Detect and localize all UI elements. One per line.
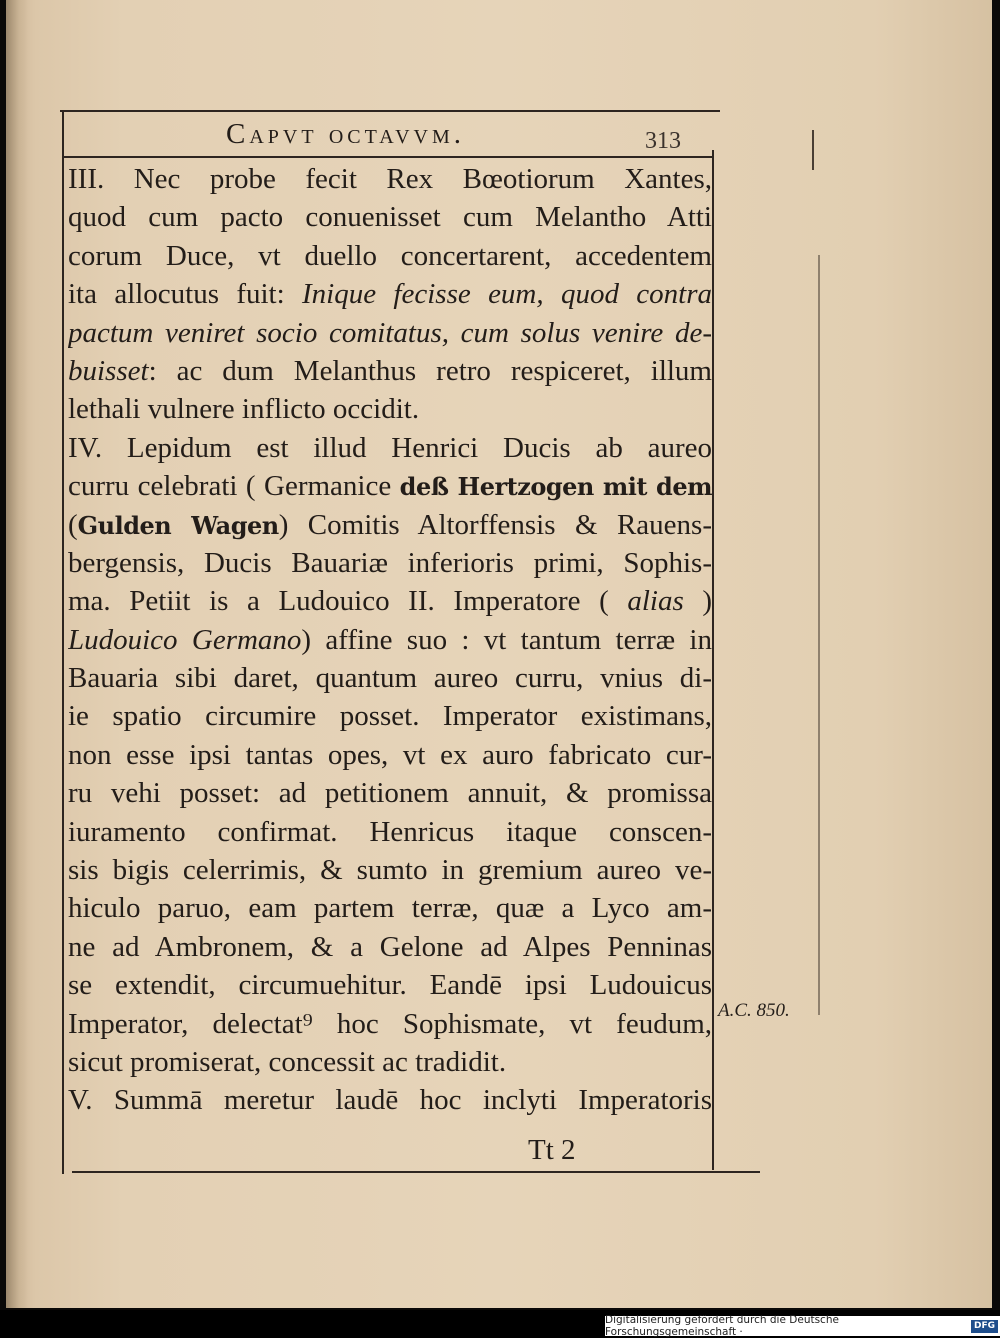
text-span: ) affine suo : vt tantum terræ in xyxy=(301,623,712,656)
text-line: Imperator, delectat⁹ hoc Sophismate, vt feudum, xyxy=(68,1007,712,1040)
text-line: sis bigis celerrimis, & sumto in gremium aureo ve- xyxy=(68,854,712,887)
funding-credit-text: Digitalisierung gefördert durch die Deutsche Forschungsgemeinschaft · xyxy=(605,1314,839,1338)
text-line xyxy=(68,621,712,659)
text-span: ita allocutus fuit: xyxy=(68,278,303,311)
text-line: Bauaria sibi daret, quantum aureo curru, vnius di- xyxy=(68,662,712,695)
text-line xyxy=(68,275,712,313)
dfg-logo: DFG xyxy=(971,1320,998,1333)
text-span: ) Comitis Altorffensis & Rauens- xyxy=(278,508,712,541)
left-frame-rule xyxy=(62,112,64,1174)
margin-rule xyxy=(818,255,820,1015)
footer-rule xyxy=(72,1171,760,1173)
italic-word: alias xyxy=(627,585,684,618)
funding-credit-bar xyxy=(605,1316,1000,1336)
text-line: lethali vulnere inflicto occidit. xyxy=(68,393,420,426)
text-line: pactum veniret socio comitatus, cum solus venire de- xyxy=(68,316,712,349)
page-number: 313 xyxy=(645,128,681,154)
running-head: Capvt octavvm. xyxy=(226,118,466,150)
italic-word: Ludouico Germano xyxy=(68,623,302,656)
text-span: ( xyxy=(68,508,78,541)
text-line xyxy=(68,467,712,505)
text-span: curru celebrati ( Germanice xyxy=(68,470,400,503)
text-span: ma. Petiit is a Ludouico II. Imperatore ( xyxy=(68,585,628,618)
text-line: iuramento confirmat. Henricus itaque conscen- xyxy=(68,815,712,848)
page-gutter-shadow xyxy=(6,0,28,1308)
text-line xyxy=(68,506,712,544)
text-line: sicut promiserat, concessit ac tradidit. xyxy=(68,1045,507,1078)
text-line: ne ad Ambronem, & a Gelone ad Alpes Penninas xyxy=(68,930,712,963)
text-line: III. Nec probe fecit Rex Bœotiorum Xantes, xyxy=(68,163,712,195)
italic-quote: Inique fecisse eum, quod contra xyxy=(302,278,712,311)
text-line: quod cum pacto conuenisset cum Melantho Atti xyxy=(68,201,712,234)
text-span: ) xyxy=(683,585,712,618)
text-line xyxy=(68,352,712,390)
main-text-block xyxy=(68,160,712,1120)
text-line: non esse ipsi tantas opes, vt ex auro fabricato cur- xyxy=(68,738,712,771)
right-frame-rule xyxy=(712,150,714,1170)
header-rule xyxy=(60,110,720,112)
text-line: IV. Lepidum est illud Henrici Ducis ab aureo xyxy=(68,431,712,464)
signature-mark: Tt 2 xyxy=(528,1134,576,1166)
text-line: ru vehi posset: ad petitionem annuit, & promissa xyxy=(68,777,712,810)
header-underline-rule xyxy=(64,156,714,158)
blackletter-german: Gulden Wagen xyxy=(77,510,279,540)
text-line xyxy=(68,582,712,620)
blackletter-german: deß Hertzogen mit dem xyxy=(399,472,712,502)
text-line: hiculo paruo, eam partem terræ, quæ a Lyco am- xyxy=(68,892,712,925)
text-line: ie spatio circumire posset. Imperator existimans, xyxy=(68,700,712,733)
text-span: : ac dum Melanthus retro respiceret, illum xyxy=(148,354,712,387)
text-line: V. Summā meretur laudē hoc inclyti Imperatoris xyxy=(68,1084,712,1117)
margin-note: A.C. 850. xyxy=(718,1000,790,1021)
text-line: bergensis, Ducis Bauariæ inferioris primi, Sophis- xyxy=(68,546,712,579)
text-line: corum Duce, vt duello concertarent, accedentem xyxy=(68,239,712,272)
text-line: se extendit, circumuehitur. Eandē ipsi Ludouicus xyxy=(68,969,712,1002)
italic-quote: buisset xyxy=(68,354,149,387)
margin-mark xyxy=(812,130,814,170)
